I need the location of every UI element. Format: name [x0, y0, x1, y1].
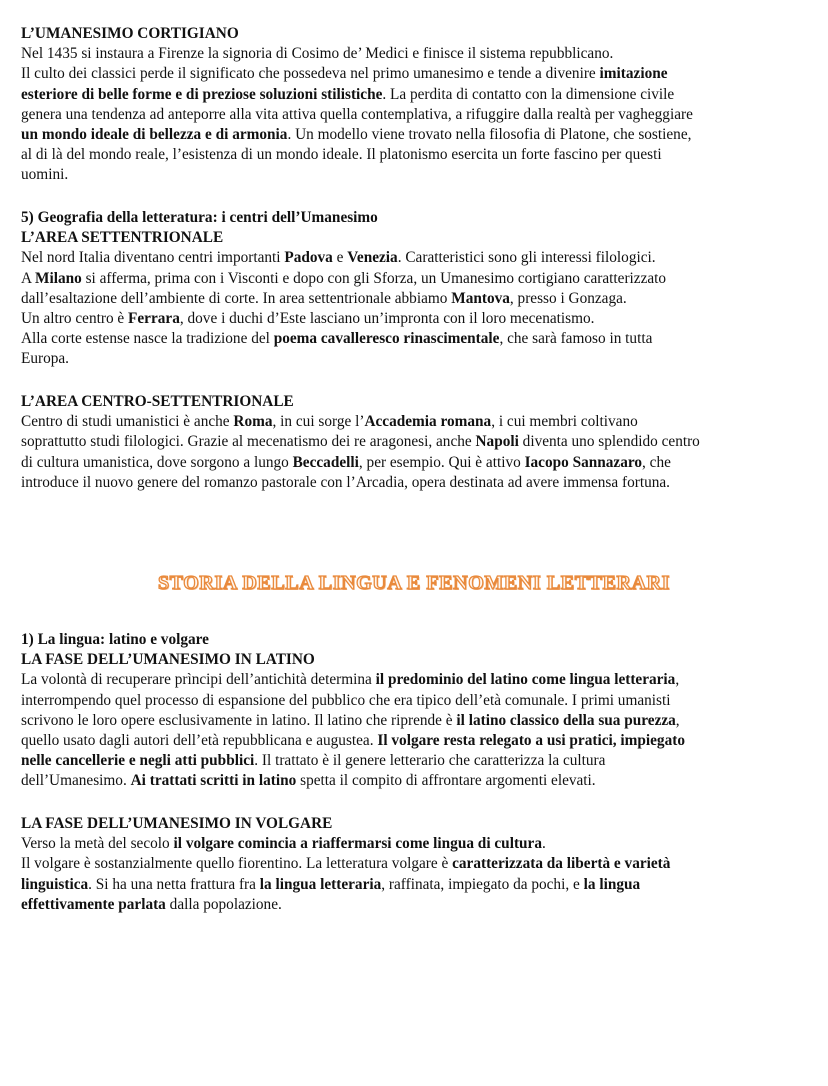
bold-text: Ai trattati scritti in latino [130, 772, 297, 790]
bold-text: Milano [35, 269, 82, 287]
bold-text: Iacopo Sannazaro [524, 453, 643, 471]
section-heading: L’AREA SETTENTRIONALE [21, 229, 224, 247]
text-run: Il volgare è sostanzialmente quello fiorentino. La letteratura volgare è [21, 855, 453, 873]
bold-text: Il volgare resta relegato a usi pratici, impiegato [377, 732, 685, 750]
bold-text: Ferrara [128, 310, 180, 328]
text-line [21, 145, 811, 165]
text-run: , [675, 671, 680, 689]
text-line [21, 64, 811, 84]
text-run: Europa. [21, 350, 69, 368]
text-run: . Il trattato è il genere letterario che caratterizza la cultura [254, 752, 606, 770]
text-run: , presso i Gonzaga. [509, 289, 627, 307]
chapter-title: 5) Geografia della letteratura: i centri dell’Umanesimo [21, 209, 378, 226]
text-run: spetta il compito di affrontare argomenti elevati. [296, 772, 596, 790]
text-line [21, 329, 811, 349]
bold-text: il volgare comincia a riaffermarsi come lingua di cultura [173, 835, 542, 853]
text-run: introduce il nuovo genere del romanzo pastorale con l’Arcadia, opera destinata ad avere immensa fortuna. [21, 473, 670, 491]
text-run: scrivono le loro opere esclusivamente in latino. Il latino che riprende è [21, 711, 457, 729]
text-run: dall’esaltazione dell’ambiente di corte. In area settentrionale abbiamo [21, 289, 452, 307]
text-run: Nel nord Italia diventano centri importanti [21, 249, 285, 267]
text-line [21, 771, 811, 791]
text-run: Alla corte estense nasce la tradizione del [21, 330, 274, 348]
section-heading: LA FASE DELL’UMANESIMO IN VOLGARE [21, 815, 333, 832]
bold-text: un mondo ideale di bellezza e di armonia [21, 126, 288, 144]
paragraph [21, 670, 811, 791]
text-line [21, 670, 811, 690]
bold-text: caratterizzata da libertà e varietà [452, 855, 671, 873]
text-line [21, 349, 811, 369]
text-run: Centro di studi umanistici è anche [21, 413, 234, 431]
section-heading: L’AREA CENTRO-SETTENTRIONALE [21, 393, 294, 410]
bold-text: effettivamente parlata [21, 895, 166, 913]
text-run: al di là del mondo reale, l’esistenza di un mondo ideale. Il platonismo esercita un forte fascino per questi [21, 146, 662, 164]
bold-text: Venezia [347, 249, 398, 267]
text-line [21, 125, 811, 145]
section-area-centro-settentrionale [21, 392, 811, 493]
text-run: A [21, 269, 36, 287]
text-run: , [675, 711, 680, 729]
text-line [21, 432, 811, 452]
bold-text: il predominio del latino come lingua letteraria [375, 671, 676, 689]
section-heading: L’UMANESIMO CORTIGIANO [21, 25, 239, 42]
text-run: . Si ha una netta frattura fra [88, 875, 260, 893]
text-run: quello usato dagli autori dell’età repubblicana e augustea. [21, 732, 378, 750]
section-umanesimo-volgare [21, 814, 811, 915]
text-run: Verso la metà del secolo [21, 835, 174, 853]
text-line [21, 875, 811, 895]
text-line [21, 289, 811, 309]
paragraph [21, 248, 811, 369]
bold-text: poema cavalleresco rinascimentale [273, 330, 500, 348]
text-run: . Caratteristici sono gli interessi filologici. [397, 249, 656, 267]
text-run: uomini. [21, 166, 69, 184]
text-run: Nel 1435 si instaura a Firenze la signoria di Cosimo de’ Medici e finisce il sistema repubblicano. [21, 45, 614, 63]
text-run: , dove i duchi d’Este lasciano un’impronta con il loro mecenatismo. [179, 310, 595, 328]
text-run: soprattutto studi filologici. Grazie al mecenatismo dei re aragonesi, anche [21, 433, 476, 451]
bold-text: esteriore di belle forme e di preziose soluzioni stilistiche [21, 85, 383, 103]
text-line [21, 248, 811, 268]
paragraph [21, 412, 811, 493]
text-run: dell’Umanesimo. [21, 772, 131, 790]
text-run: Il culto dei classici perde il significato che possedeva nel primo umanesimo e tende a divenire [21, 65, 600, 83]
text-run: diventa uno splendido centro [518, 433, 700, 451]
text-run: , che [642, 453, 671, 471]
text-line [21, 453, 811, 473]
bold-text: imitazione [599, 65, 668, 83]
bold-text: Beccadelli [292, 453, 359, 471]
text-line [21, 269, 811, 289]
text-line [21, 854, 811, 874]
banner-title: STORIA DELLA LINGUA E FENOMENI LETTERARI [157, 572, 671, 594]
text-run: , che sarà famoso in tutta [499, 330, 653, 348]
bold-text: Napoli [475, 433, 519, 451]
text-run: La volontà di recuperare prìncipi dell’antichità determina [21, 671, 376, 689]
text-run: si afferma, prima con i Visconti e dopo con gli Sforza, un Umanesimo cortigiano caratterizzato [81, 269, 667, 287]
bold-text: linguistica [21, 875, 89, 893]
text-run: di cultura umanistica, dove sorgono a lungo [21, 453, 293, 471]
text-line [21, 412, 811, 432]
text-line [21, 309, 811, 329]
bold-text: Mantova [451, 289, 510, 307]
bold-text: Accademia romana [364, 413, 492, 431]
paragraph [21, 834, 811, 915]
chapter-title: 1) La lingua: latino e volgare [21, 631, 209, 648]
text-run: , in cui sorge l’ [272, 413, 365, 431]
text-line [21, 711, 811, 731]
text-run: . La perdita di contatto con la dimensione civile [382, 85, 675, 103]
section-umanesimo-latino [21, 630, 811, 792]
text-run: , raffinata, impiegato da pochi, e [381, 875, 584, 893]
text-run: , i cui membri coltivano [491, 413, 638, 431]
text-run: . Un modello viene trovato nella filosofia di Platone, che sostiene, [287, 126, 692, 144]
text-run: dalla popolazione. [165, 895, 282, 913]
text-line [21, 85, 811, 105]
section-area-settentrionale [21, 208, 811, 370]
text-line [21, 751, 811, 771]
bold-text: nelle cancellerie e negli atti pubblici [21, 752, 255, 770]
bold-text: Padova [284, 249, 333, 267]
text-line [21, 44, 811, 64]
text-run: genera una tendenza ad anteporre alla vita attiva quella contemplativa, a rifuggire dalla realtà per vagheggiare [21, 105, 693, 123]
text-run: . [541, 835, 546, 853]
text-line [21, 473, 811, 493]
section-heading: LA FASE DELL’UMANESIMO IN LATINO [21, 651, 315, 669]
text-line [21, 895, 811, 915]
text-line [21, 105, 811, 125]
text-run: e [332, 249, 348, 267]
paragraph [21, 44, 811, 185]
text-line [21, 834, 811, 854]
section-umanesimo-cortigiano [21, 24, 811, 186]
text-run: , per esempio. Qui è attivo [358, 453, 525, 471]
bold-text: il latino classico della sua purezza [456, 711, 676, 729]
text-line [21, 165, 811, 185]
bold-text: Roma [233, 413, 273, 431]
text-run: interrompendo quel processo di espansione del pubblico che era tipico dell’età comunale. I primi umanisti [21, 691, 671, 709]
bold-text: la lingua letteraria [259, 875, 382, 893]
bold-text: la lingua [583, 875, 641, 893]
text-line [21, 691, 811, 711]
text-line [21, 731, 811, 751]
text-run: Un altro centro è [21, 310, 129, 328]
